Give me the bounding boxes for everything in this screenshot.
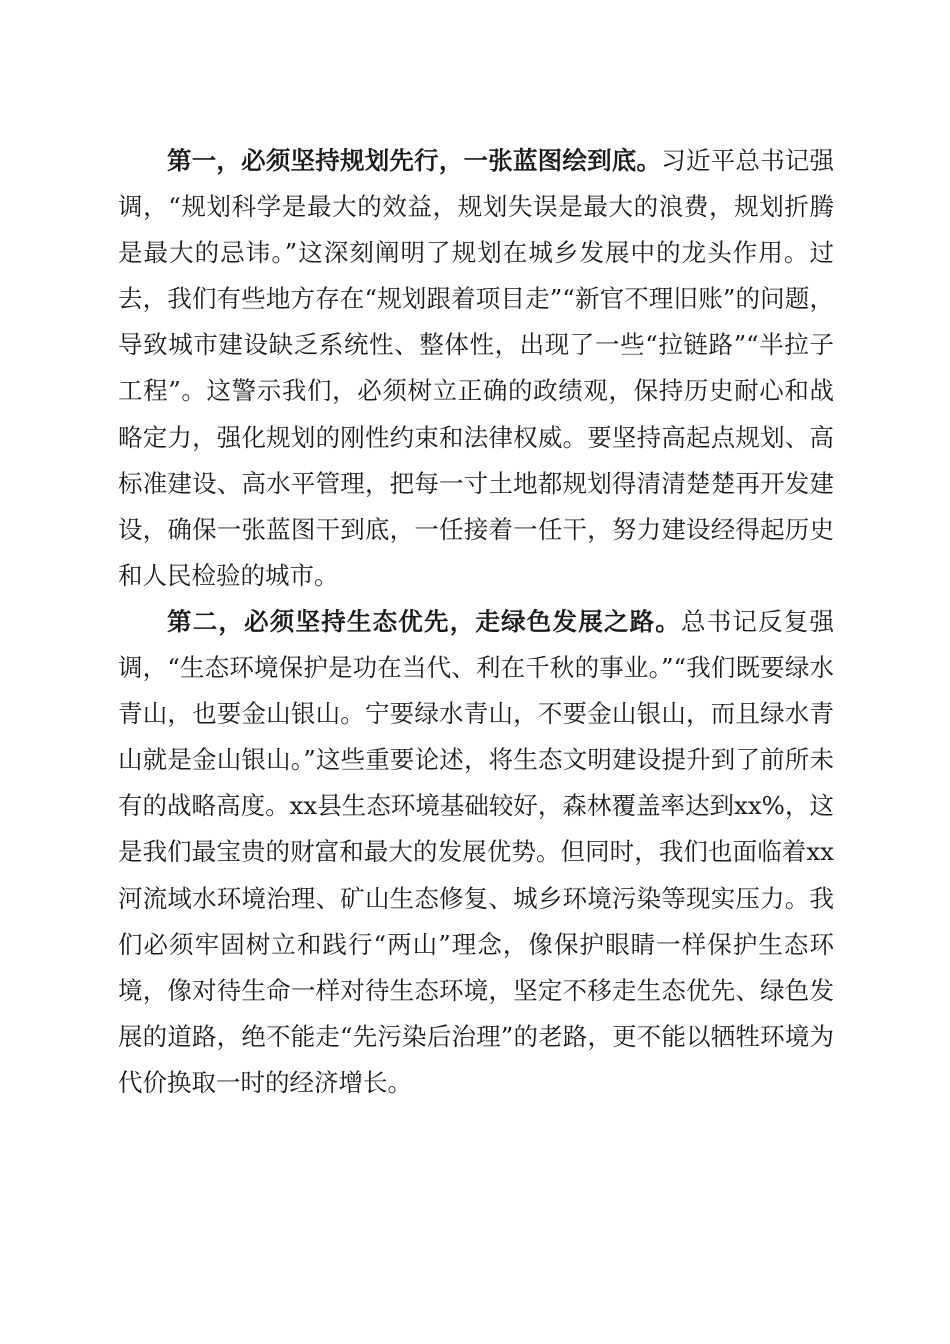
paragraph-text-planning: 习近平总书记强调，“规划科学是最大的效益，规划失误是最大的浪费，规划折腾是最大的忌讳。”这深刻阐明了规划在城乡发展中的龙头作用。过去，我们有些地方存在“规划跟着项目走”“新官不理旧账”的问题，导致城市建设缺乏系统性、整体性，出现了一些“拉链路”“半拉子工程”。这警示我们，必须树立正确的政绩观，保持历史耐心和战略定力，强化规划的刚性约束和法律权威。要坚持高起点规划、高标准建设、高水平管理，把每一寸土地都规划得清清楚楚再开发建设，确保一张蓝图干到底，一任接着一任干，努力建设经得起历史和人民检验的城市。 (118, 146, 835, 590)
paragraph-lead-planning: 第一，必须坚持规划先行，一张蓝图绘到底。 (167, 146, 662, 175)
paragraph-text-ecology: 总书记反复强调，“生态环境保护是功在当代、利在千秋的事业。”“我们既要绿水青山，也要金山银山。宁要绿水青山，不要金山银山，而且绿水青山就是金山银山。”这些重要论述，将生态文明建设提升到了前所未有的战略高度。xx县生态环境基础较好，森林覆盖率达到xx%，这是我们最宝贵的财富和最大的发展优势。但同时，我们也面临着xx河流域水环境治理、矿山生态修复、城乡环境污染等现实压力。我们必须牢固树立和践行“两山”理念，像保护眼睛一样保护生态环境，像对待生命一样对待生态环境，坚定不移走生态优先、绿色发展的道路，绝不能走“先污染后治理”的老路，更不能以牺牲环境为代价换取一时的经济增长。 (118, 606, 834, 1097)
paragraph-planning (118, 138, 834, 599)
paragraph-ecology (118, 599, 834, 1106)
paragraph-lead-ecology: 第二，必须坚持生态优先，走绿色发展之路。 (167, 606, 681, 636)
document-body (118, 138, 834, 1106)
